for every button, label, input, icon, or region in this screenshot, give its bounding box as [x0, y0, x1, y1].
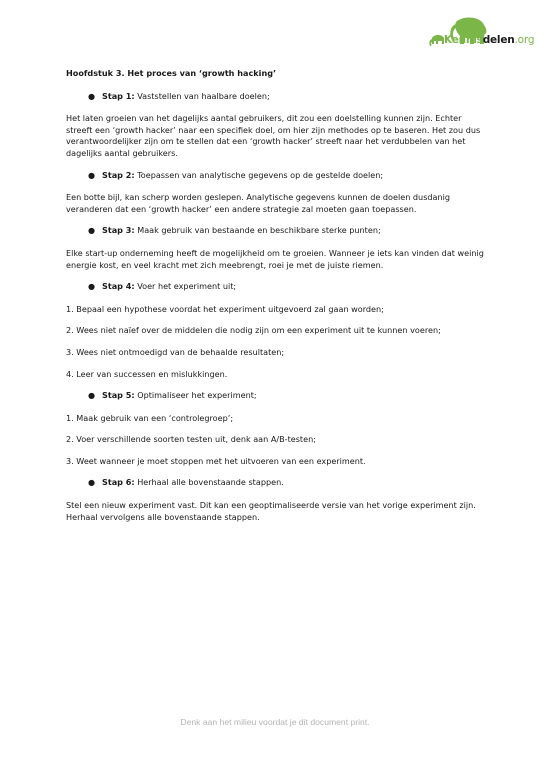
bullet-icon: ● — [88, 225, 96, 236]
step-text: Toepassen van analytische gegevens op de gestelde doelen; — [134, 169, 384, 180]
step-label: Stap 4: — [102, 281, 135, 292]
kennisdelen-logo — [416, 14, 534, 54]
step-text: Voer het experiment uit; — [134, 281, 237, 292]
step-4 — [66, 281, 490, 293]
step-label: Stap 6: — [102, 477, 135, 488]
bullet-icon: ● — [88, 90, 96, 101]
paragraph: Stel een nieuw experiment vast. Dit kan een geoptimaliseerde versie van het vorige experiment zijn. Herhaal vervolgens alle bovenstaande stappen. — [66, 500, 476, 522]
step-1 — [66, 91, 490, 103]
step-5 — [66, 390, 490, 402]
step-3 — [66, 225, 490, 237]
step-text: Optimaliseer het experiment; — [134, 390, 257, 401]
list-item: 3. Weet wanneer je moet stoppen met het uitvoeren van een experiment. — [66, 455, 366, 466]
bullet-icon: ● — [88, 169, 96, 180]
footer-note: Denk aan het milieu voordat je dit document print. — [180, 717, 370, 727]
step-text: Vaststellen van haalbare doelen; — [134, 90, 270, 101]
list-item: 3. Wees niet ontmoedigd van de behaalde resultaten; — [66, 346, 285, 357]
paragraph: Elke start-up onderneming heeft de mogelijkheid om te groeien. Wanneer je iets kan vinden dat weinig energie kost, en veel kracht met zich meebrengt, roei je met de juiste riemen. — [66, 247, 484, 270]
step-text: Herhaal alle bovenstaande stappen. — [134, 477, 284, 488]
list-item: 2. Wees niet naïef over de middelen die nodig zijn om een experiment uit te kunnen voeren; — [66, 325, 441, 336]
logo-wordmark: Kennisdelen.org — [444, 34, 535, 46]
bullet-icon: ● — [88, 477, 96, 488]
list-item: 1. Bepaal een hypothese voordat het experiment uitgevoerd zal gaan worden; — [66, 303, 384, 314]
bullet-icon: ● — [88, 281, 96, 292]
step-2 — [66, 170, 490, 182]
list-item: 4. Leer van successen en mislukkingen. — [66, 368, 228, 379]
bullet-icon: ● — [88, 390, 96, 401]
list-item: 1. Maak gebruik van een ‘controlegroep’; — [66, 412, 234, 423]
chapter-heading: Hoofdstuk 3. Het proces van ‘growth hacking’ — [66, 68, 277, 78]
step-label: Stap 3: — [102, 225, 135, 236]
step-6 — [66, 477, 490, 489]
step-label: Stap 5: — [102, 390, 135, 401]
list-item: 2. Voer verschillende soorten testen uit, denk aan A/B-testen; — [66, 434, 316, 445]
step-text: Maak gebruik van bestaande en beschikbare sterke punten; — [134, 225, 381, 236]
step-label: Stap 1: — [102, 90, 135, 101]
paragraph: Een botte bijl, kan scherp worden geslepen. Analytische gegevens kunnen de doelen dusdanig veranderen dat een ‘growth hacker’ een andere strategie zal moeten gaan toepassen. — [66, 192, 451, 214]
paragraph: Het laten groeien van het dagelijks aantal gebruikers, dit zou een doelstelling kunnen zijn. Echter streeft een ‘growth hacker’ naar een specifiek doel, om hier zijn methodes op te baseren. Het zou dus verantwoordelijker zijn om te stellen dat een ‘growth hacker’ streeft naar het verdubbelen van het dagelijks aantal gebruikers. — [66, 113, 481, 158]
step-label: Stap 2: — [102, 169, 135, 180]
document-body — [66, 68, 490, 533]
